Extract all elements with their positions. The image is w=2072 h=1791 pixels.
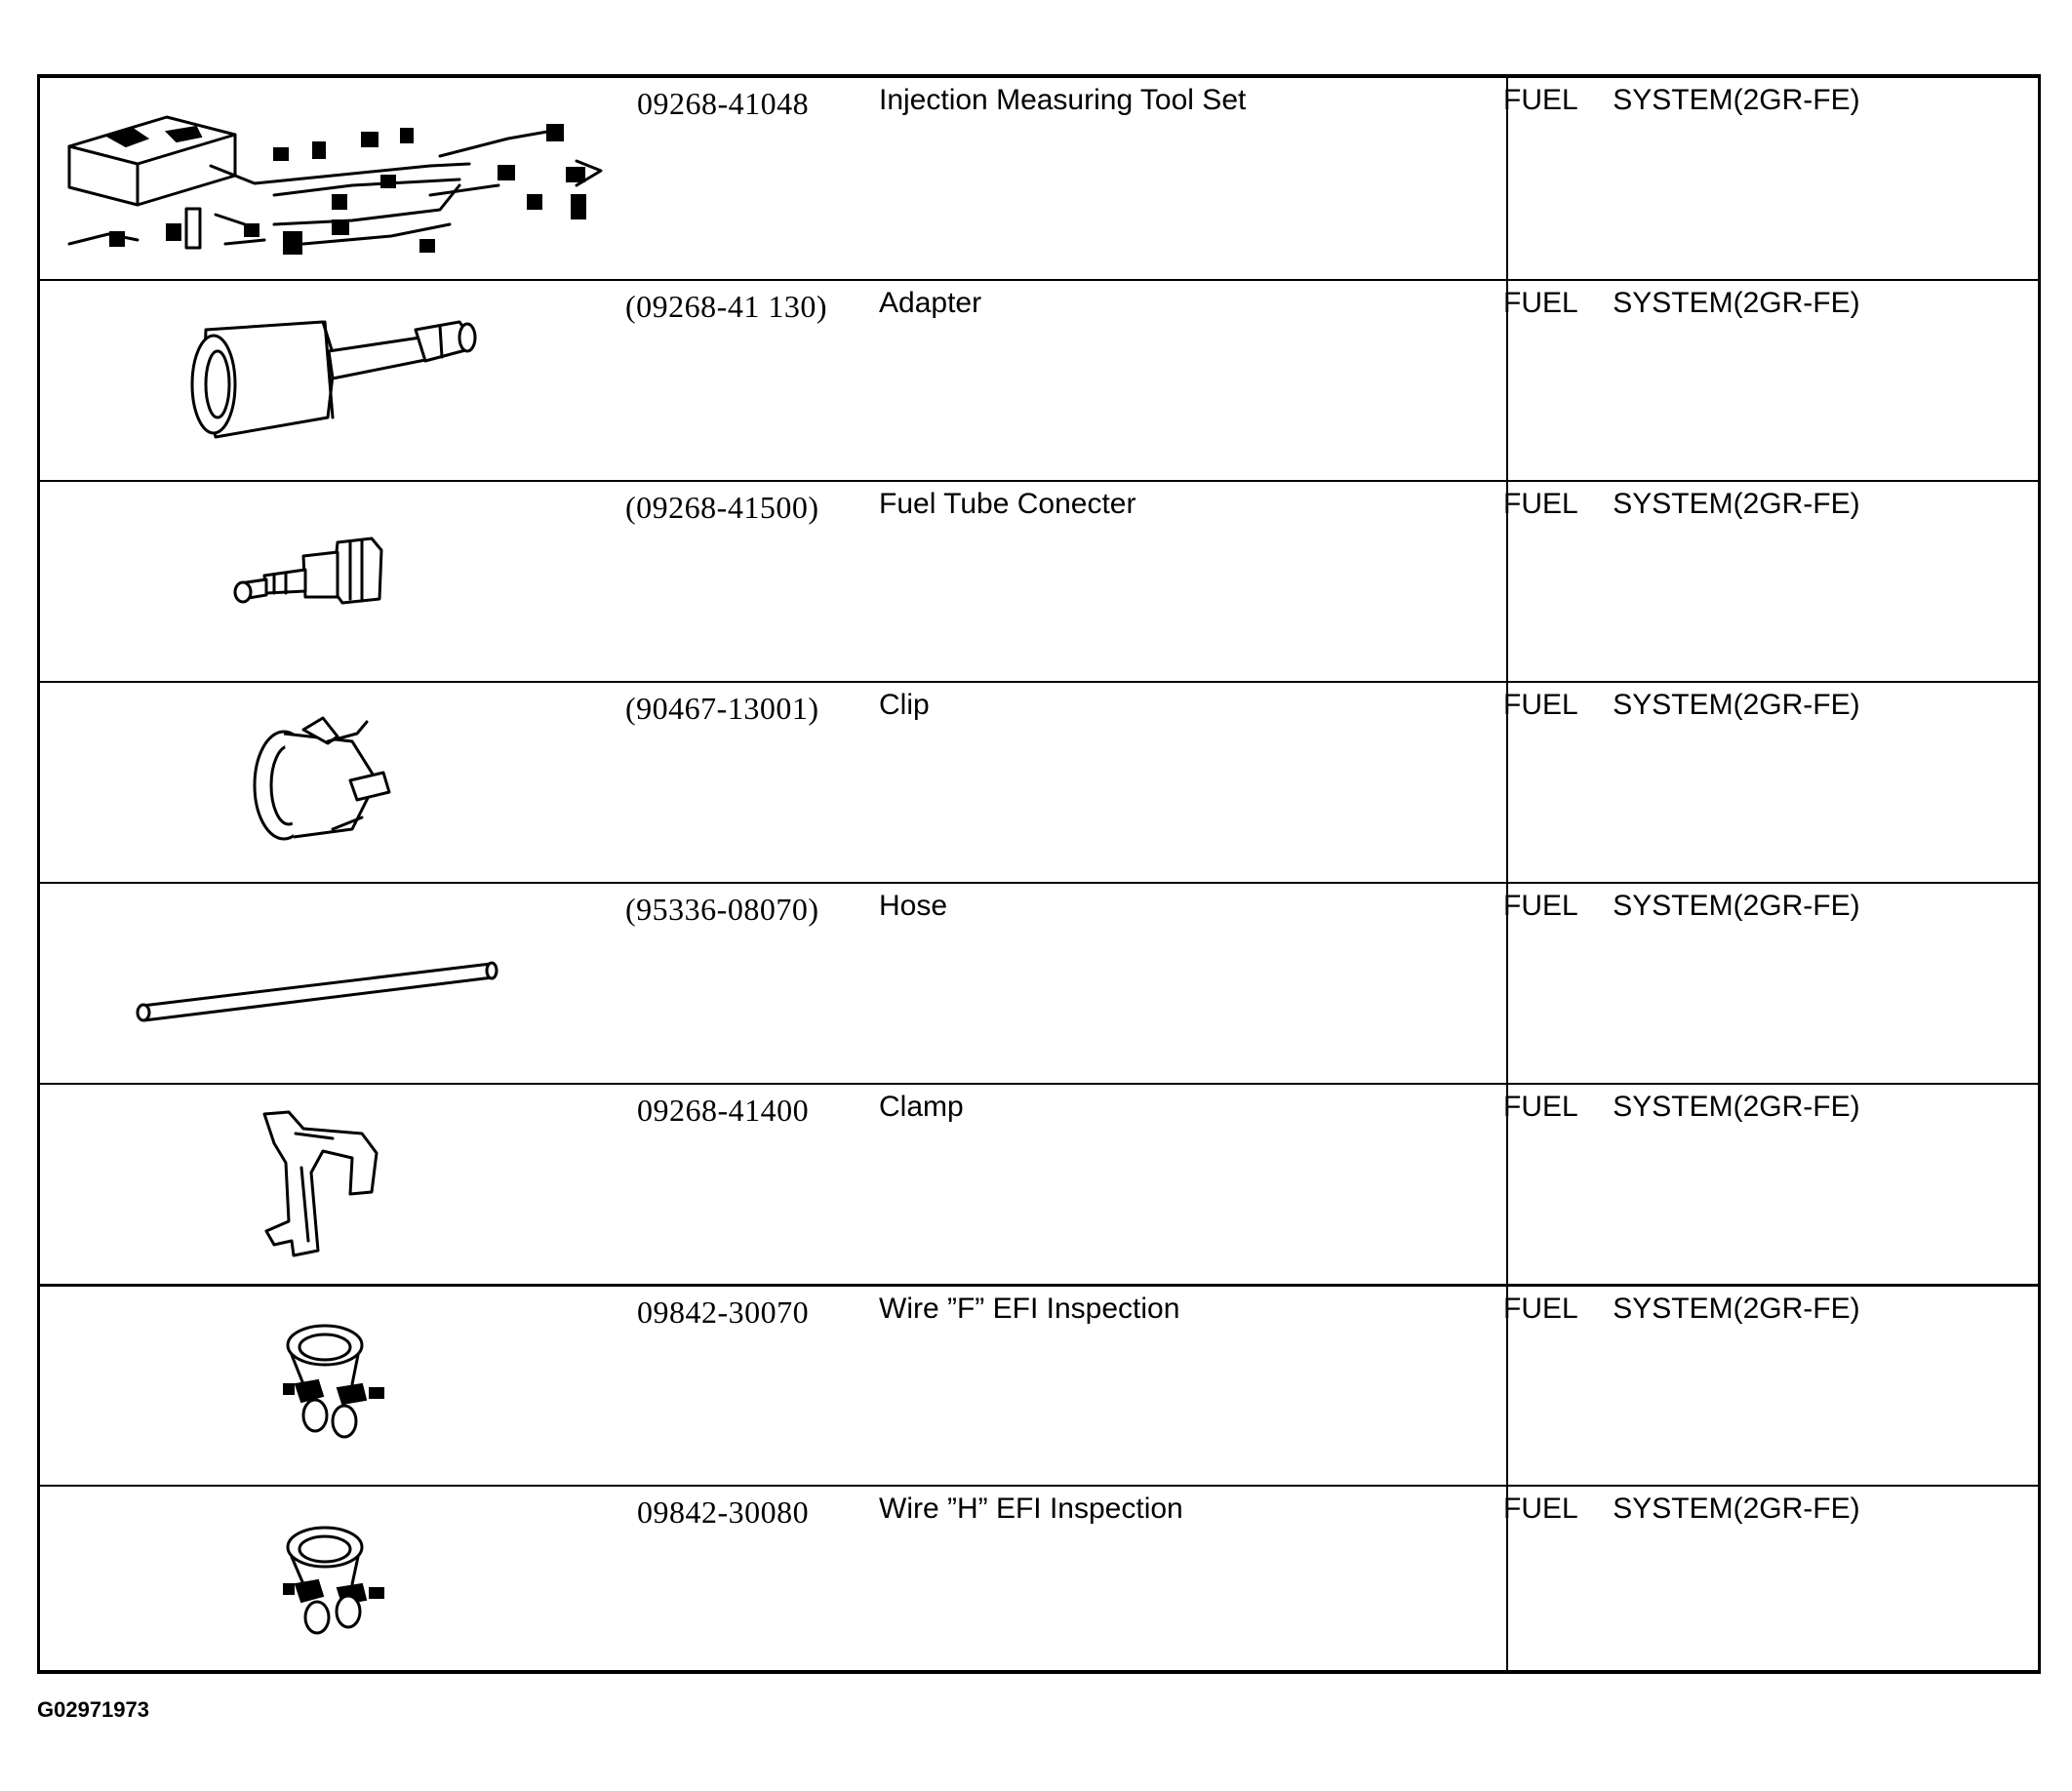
table-row bbox=[40, 78, 2038, 279]
tool-name: Clamp bbox=[879, 1091, 964, 1123]
special-service-tools-table bbox=[37, 74, 2041, 1674]
part-number: 09842-30080 bbox=[637, 1494, 810, 1530]
part-number: (09268-41500) bbox=[625, 490, 819, 525]
part-number: 09842-30070 bbox=[637, 1294, 810, 1330]
part-number: 09268-41400 bbox=[637, 1093, 810, 1128]
part-number: (90467-13001) bbox=[625, 691, 819, 726]
tool-name: Fuel Tube Conecter bbox=[879, 488, 1136, 520]
system-label: FUEL SYSTEM(2GR-FE) bbox=[1503, 287, 1860, 319]
part-number: (09268-41 130) bbox=[625, 289, 827, 324]
tool-name: Wire ”F” EFI Inspection bbox=[879, 1293, 1180, 1325]
hose-illustration bbox=[40, 884, 616, 1083]
system-label: FUEL SYSTEM(2GR-FE) bbox=[1503, 488, 1860, 520]
figure-code: G02971973 bbox=[37, 1697, 149, 1722]
table-row bbox=[40, 1083, 2038, 1284]
table-row bbox=[40, 882, 2038, 1083]
system-label: FUEL SYSTEM(2GR-FE) bbox=[1503, 1091, 1860, 1123]
tool-name: Hose bbox=[879, 890, 948, 922]
clip-illustration bbox=[40, 683, 616, 882]
tool-name: Injection Measuring Tool Set bbox=[879, 84, 1247, 116]
table-row bbox=[40, 1485, 2038, 1674]
table-row bbox=[40, 1284, 2038, 1485]
table-row bbox=[40, 681, 2038, 882]
system-label: FUEL SYSTEM(2GR-FE) bbox=[1503, 1492, 1860, 1525]
tool-name: Clip bbox=[879, 689, 930, 721]
fuel-tube-connector-illustration bbox=[40, 482, 616, 681]
system-label: FUEL SYSTEM(2GR-FE) bbox=[1503, 84, 1860, 116]
system-label: FUEL SYSTEM(2GR-FE) bbox=[1503, 1293, 1860, 1325]
tool-name: Adapter bbox=[879, 287, 982, 319]
injection-measuring-tool-set-illustration bbox=[40, 78, 616, 279]
tool-name: Wire ”H” EFI Inspection bbox=[879, 1492, 1183, 1525]
table-row bbox=[40, 279, 2038, 480]
system-label: FUEL SYSTEM(2GR-FE) bbox=[1503, 890, 1860, 922]
wire-h-illustration bbox=[40, 1487, 616, 1674]
table-row bbox=[40, 480, 2038, 681]
wire-f-illustration bbox=[40, 1287, 616, 1485]
system-label: FUEL SYSTEM(2GR-FE) bbox=[1503, 689, 1860, 721]
part-number: (95336-08070) bbox=[625, 892, 819, 927]
part-number: 09268-41048 bbox=[637, 86, 810, 121]
adapter-illustration bbox=[40, 281, 616, 480]
clamp-illustration bbox=[40, 1085, 616, 1284]
